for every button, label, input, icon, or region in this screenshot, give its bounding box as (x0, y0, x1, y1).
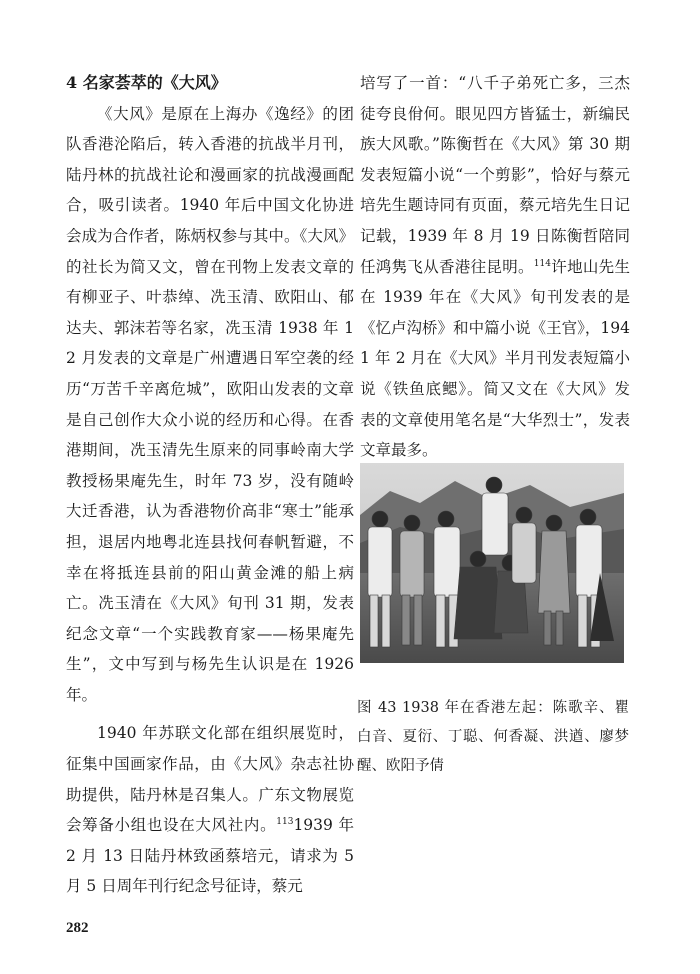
body-paragraph-continued (360, 68, 630, 466)
section-heading: 4 名家荟萃的《大风》 (66, 73, 227, 92)
figure-caption: 图 43 1938 年在香港左起：陈歌辛、瞿白音、夏衍、丁聪、何香凝、洪遒、廖梦醒、欧阳予倩 (357, 700, 629, 774)
body-paragraph-2 (66, 718, 354, 902)
paragraph-2-text-a: 1940 年苏联文化部在组织展览时，征集中国画家作品，由《大风》杂志社协助提供，陆丹林是召集人。广东文物展览会筹备小组也设在大风社内。 (66, 724, 354, 835)
footnote-ref-113: 113 (276, 817, 294, 828)
body-paragraph-1: 《大风》是原在上海办《逸经》的团队香港沦陷后，转入香港的抗战半月刊，陆丹林的抗战社论和漫画家的抗战漫画配合，吸引读者。1940 年后中国文化协进会成为合作者，陈炳权参与其中。《大风》的社长为简又文，曾在刊物上发表文章的有柳亚子、叶恭绰、冼玉清、欧阳山、郁达夫、郭沫若等名家，冼玉清 1938 年 12 月发表的文章是广州遭遇日军空袭的经历“万苦千辛离危城”，欧阳山发表的文章是自己创作大众小说的经历和心得。在香港期间，冼玉清先生原来的同事岭南大学教授杨果庵先生，时年 73 岁，没有随岭大迁香港，认为香港物价高非“寒士”能承担，退居内地粤北连县找何春帆暂避，不幸在将抵连县前的阳山黄金滩的船上病亡。冼玉清在《大风》旬刊 31 期，发表纪念文章“一个实践教育家——杨果庵先生”，文中写到与杨先生认识是在 1926 年。 (66, 104, 354, 704)
left-column (66, 68, 354, 902)
continued-text-a: 培写了一首：“八千子弟死亡多，三杰徒夸良佾何。眼见四方皆猛士，新编民族大风歌。”陈衡哲在《大风》第 30 期发表短篇小说“一个剪影”，恰好与蔡元培先生题诗同有页面，蔡元培先生日记记载，1939 年 8 月 19 日陈衡哲陪同任鸿隽飞从香港往昆明。 (360, 74, 630, 276)
continued-text-b: 许地山先生在 1939 年在《大风》旬刊发表的是《忆卢沟桥》和中篇小说《王官》，1941 年 2 月在《大风》半月刊发表短篇小说《铁鱼底鳃》。简又文在《大风》发表的文章使用笔名是“大华烈士”，发表文章最多。 (360, 257, 630, 460)
group-photo-illustration (360, 463, 624, 663)
right-column (360, 68, 630, 466)
group-photo (360, 463, 624, 663)
page-number: 282 (66, 920, 89, 936)
footnote-ref-114: 114 (533, 258, 551, 269)
paragraph-2-text-b: 1939 年 2 月 13 日陆丹林致函蔡培元，请求为 5 月 5 日周年刊行纪念号征诗，蔡元 (66, 816, 354, 896)
